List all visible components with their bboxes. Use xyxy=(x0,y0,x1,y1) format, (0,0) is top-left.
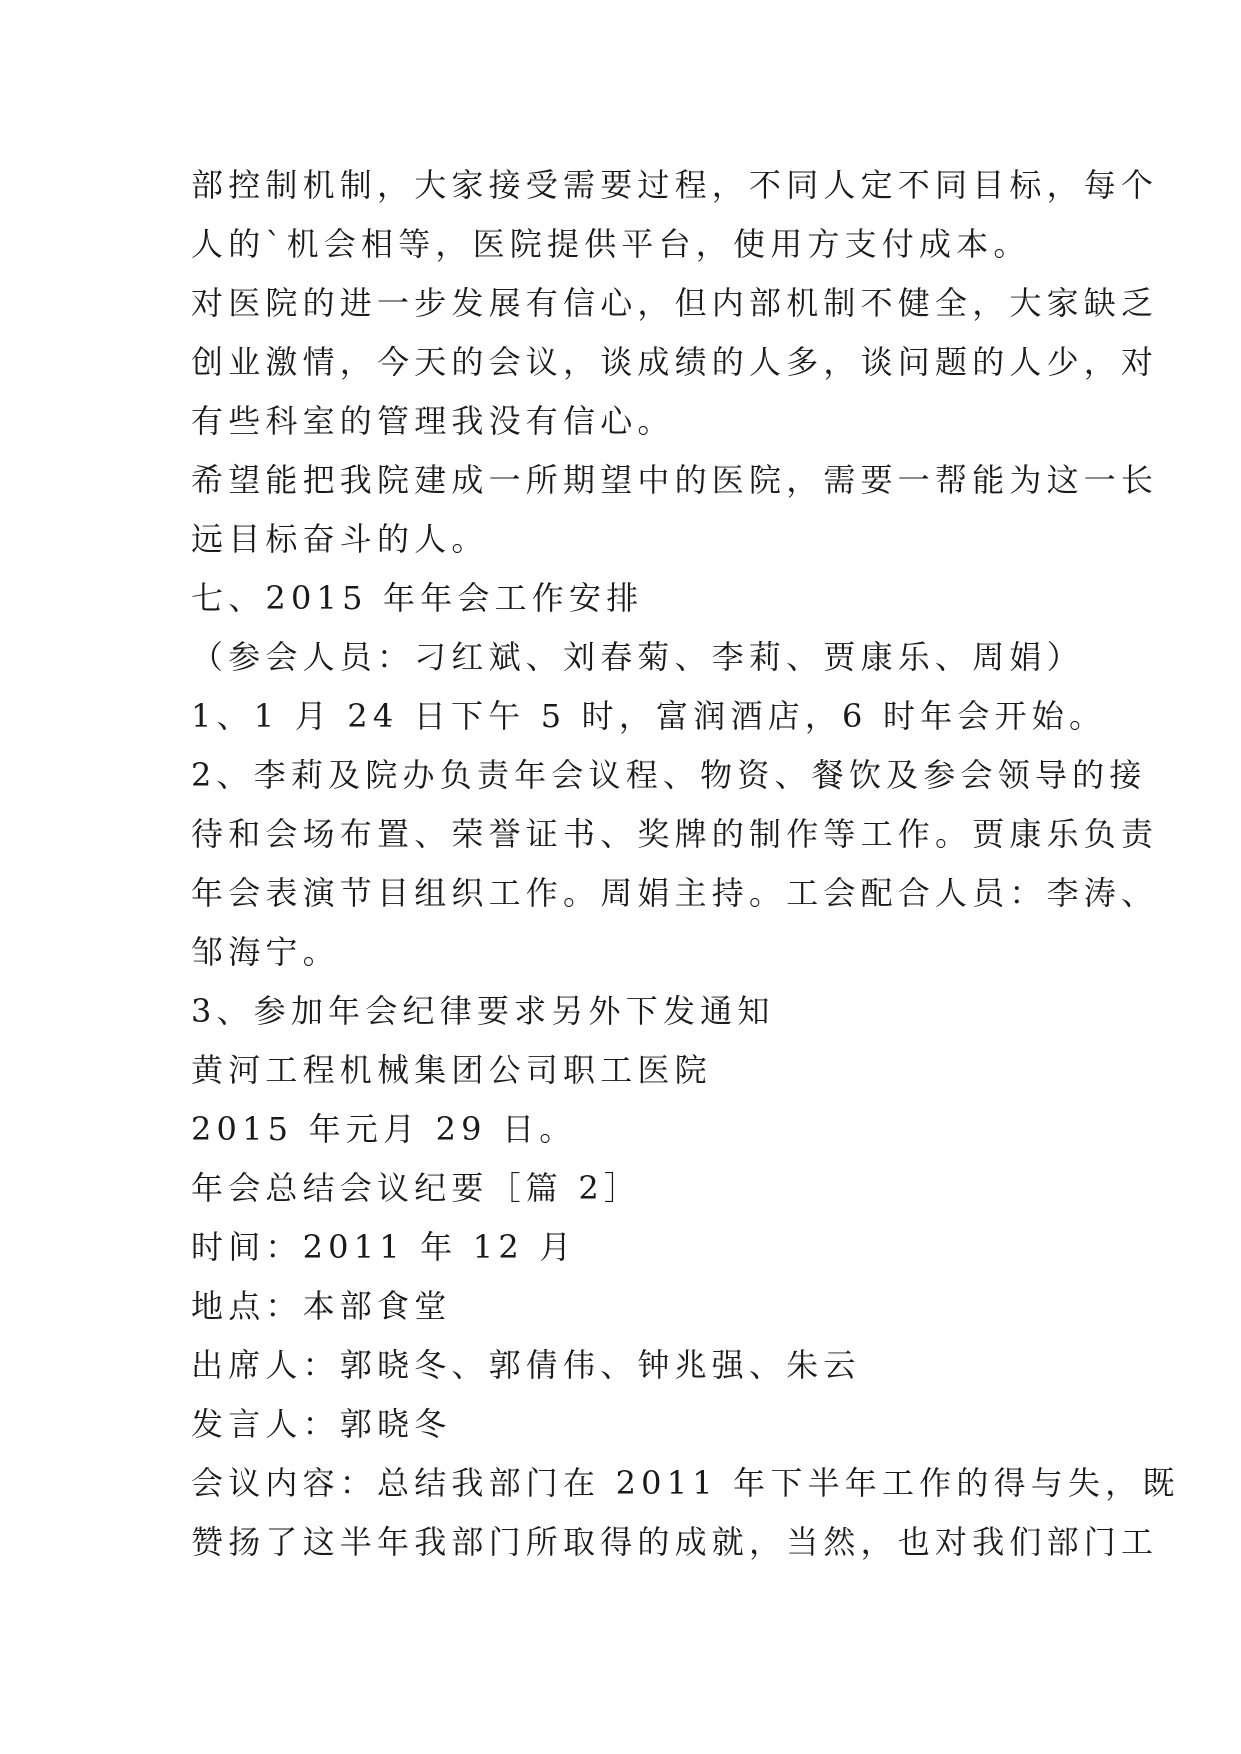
text-line: 希望能把我院建成一所期望中的医院，需要一帮能为这一长 xyxy=(191,461,1159,499)
text-line: 部控制机制，大家接受需要过程，不同人定不同目标，每个 xyxy=(191,166,1159,204)
meeting-location: 地点：本部食堂 xyxy=(191,1287,452,1325)
text-line: 对医院的进一步发展有信心，但内部机制不健全，大家缺乏 xyxy=(191,284,1159,322)
text-line: （参会人员：刁红斌、刘春菊、李莉、贾康乐、周娟） xyxy=(191,638,1084,676)
text-line: 创业激情，今天的会议，谈成绩的人多，谈问题的人少，对 xyxy=(191,343,1159,381)
meeting-attendees: 出席人：郭晓冬、郭倩伟、钟兆强、朱云 xyxy=(191,1346,861,1384)
signature-organization: 黄河工程机械集团公司职工医院 xyxy=(191,1051,712,1089)
meeting-time: 时间：2011 年 12 月 xyxy=(191,1228,577,1266)
document-body xyxy=(191,156,1180,1572)
text-line: 赞扬了这半年我部门所取得的成就，当然，也对我们部门工 xyxy=(191,1523,1159,1561)
text-line: 有些科室的管理我没有信心。 xyxy=(191,402,675,440)
text-line: 远目标奋斗的人。 xyxy=(191,520,489,558)
meeting-content: 会议内容：总结我部门在 2011 年下半年工作的得与失，既 xyxy=(191,1464,1180,1502)
text-line: 人的`机会相等，医院提供平台，使用方支付成本。 xyxy=(191,225,1031,263)
list-item: 1、1 月 24 日下午 5 时，富润酒店，6 时年会开始。 xyxy=(191,697,1107,735)
text-line: 年会表演节目组织工作。周娟主持。工会配合人员：李涛、 xyxy=(191,874,1159,912)
meeting-speaker: 发言人：郭晓冬 xyxy=(191,1405,452,1443)
list-item: 3、参加年会纪律要求另外下发通知 xyxy=(191,992,775,1030)
signature-date: 2015 年元月 29 日。 xyxy=(191,1110,577,1148)
text-line: 待和会场布置、荣誉证书、奖牌的制作等工作。贾康乐负责 xyxy=(191,815,1159,853)
section-heading: 七、2015 年年会工作安排 xyxy=(191,579,644,617)
text-line: 邹海宁。 xyxy=(191,933,340,971)
list-item: 2、李莉及院办负责年会议程、物资、餐饮及参会领导的接 xyxy=(191,756,1147,794)
section-title: 年会总结会议纪要［篇 2］ xyxy=(191,1169,642,1207)
